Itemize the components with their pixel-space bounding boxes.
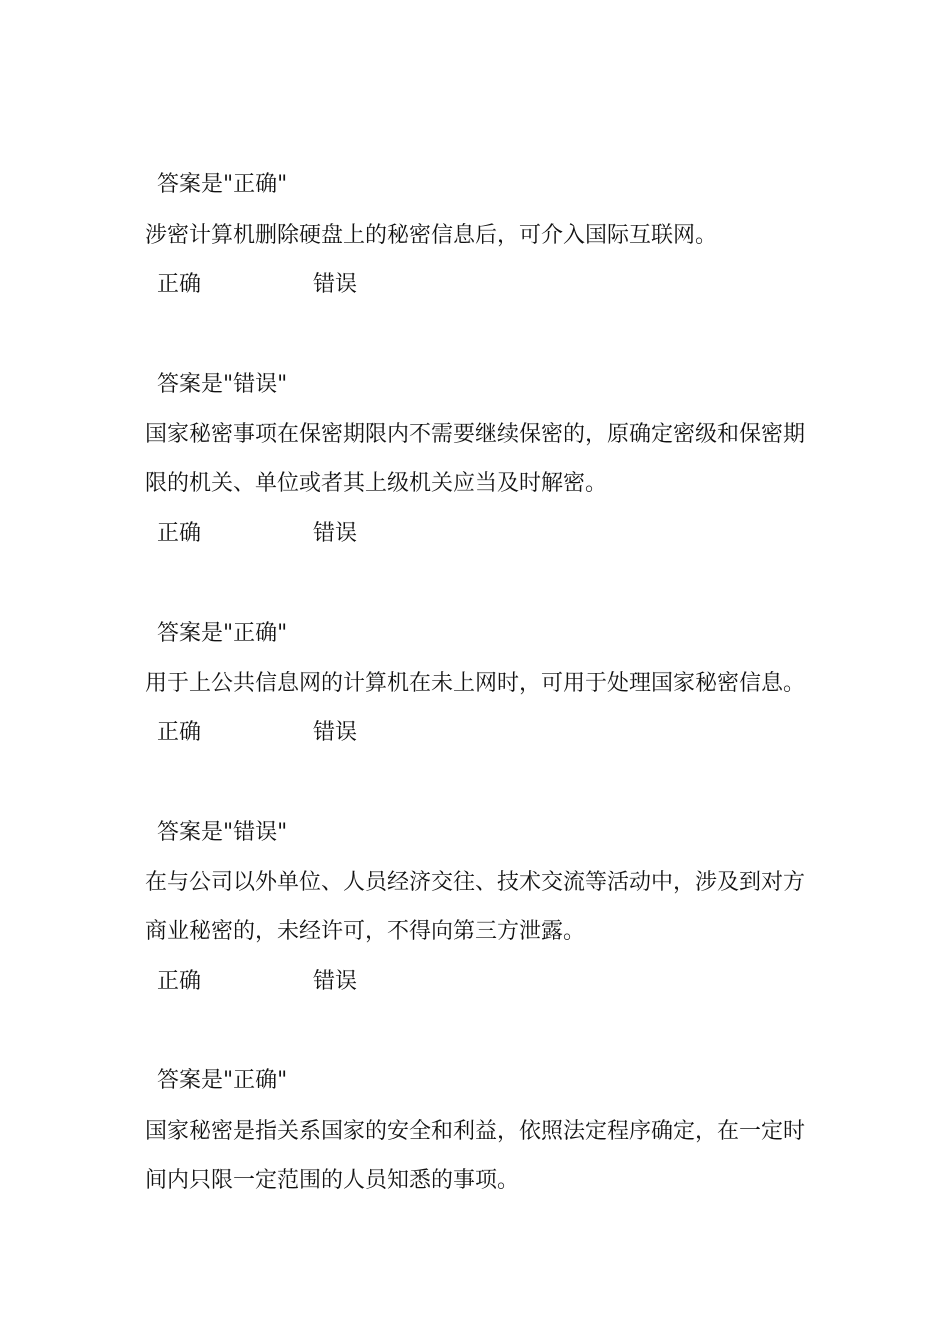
question-text: 国家秘密事项在保密期限内不需要继续保密的，原确定密级和保密期 xyxy=(145,422,806,447)
option-false: 错误 xyxy=(313,521,358,546)
question-text: 在与公司以外单位、人员经济交往、技术交流等活动中，涉及到对方 xyxy=(145,870,806,895)
option-true: 正确 xyxy=(157,521,202,546)
question-text: 商业秘密的，未经许可，不得向第三方泄露。 xyxy=(145,919,586,944)
option-false: 错误 xyxy=(313,272,358,297)
option-true: 正确 xyxy=(157,720,202,745)
question-text: 涉密计算机删除硬盘上的秘密信息后，可介入国际互联网。 xyxy=(145,223,718,248)
question-text: 限的机关、单位或者其上级机关应当及时解密。 xyxy=(145,471,608,496)
answer-label: 答案是"正确" xyxy=(157,172,288,197)
question-text: 国家秘密是指关系国家的安全和利益，依照法定程序确定，在一定时 xyxy=(145,1119,806,1144)
answer-label: 答案是"正确" xyxy=(157,621,288,646)
option-true: 正确 xyxy=(157,969,202,994)
question-text: 间内只限一定范围的人员知悉的事项。 xyxy=(145,1168,520,1193)
answer-label: 答案是"错误" xyxy=(157,820,288,845)
answer-label: 答案是"错误" xyxy=(157,372,288,397)
question-text: 用于上公共信息网的计算机在未上网时，可用于处理国家秘密信息。 xyxy=(145,671,806,696)
option-false: 错误 xyxy=(313,969,358,994)
option-true: 正确 xyxy=(157,272,202,297)
answer-label: 答案是"正确" xyxy=(157,1068,288,1093)
option-false: 错误 xyxy=(313,720,358,745)
